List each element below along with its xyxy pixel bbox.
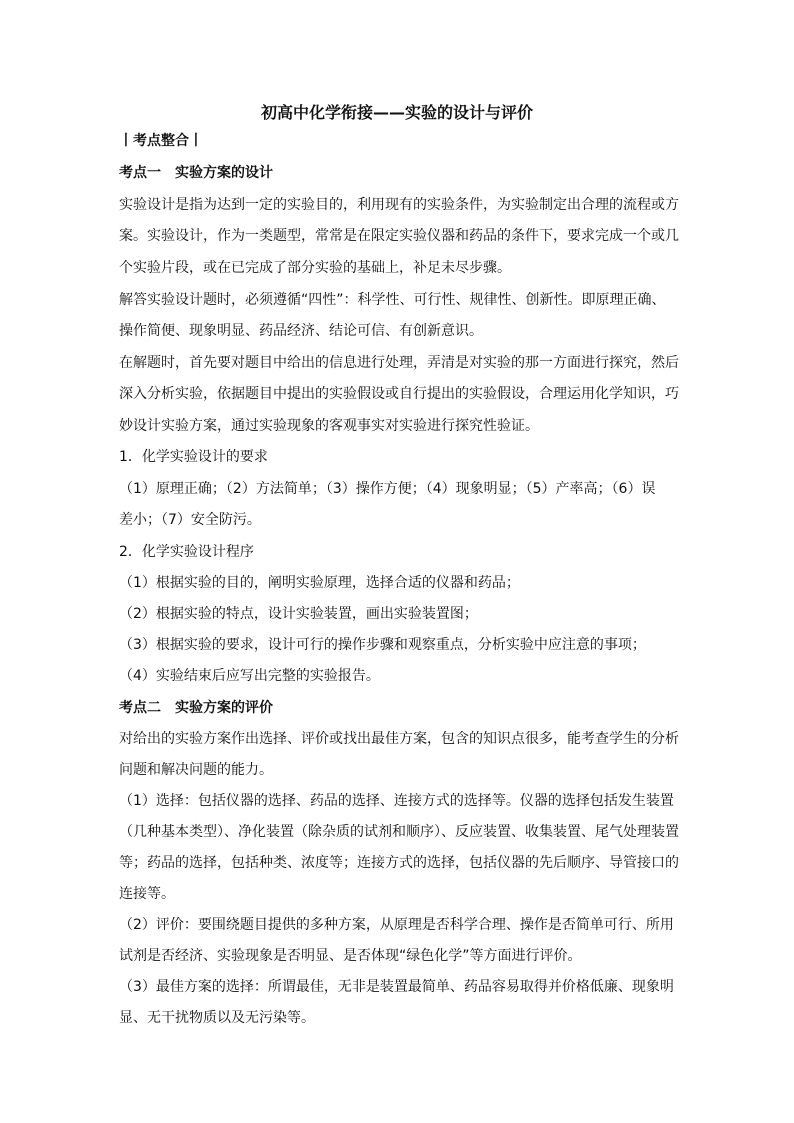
list-item: 差小；（7）安全防污。 <box>119 512 261 528</box>
paragraph-line: （3）最佳方案的选择：所谓最佳，无非是装置最简单、药品容易取得并价格低廉、现象明 <box>119 979 674 995</box>
paragraph-line: 妙设计实验方案，通过实验现象的客观事实对实验进行探究性验证。 <box>119 418 539 434</box>
topic1-heading: 考点一 实验方案的设计 <box>119 165 273 181</box>
paragraph-line: 在解题时，首先要对题目中给出的信息进行处理，弄清是对实验的那一方面进行探究，然后 <box>119 355 679 371</box>
paragraph-line: （1）选择：包括仪器的选择、药品的选择、连接方式的选择等。仪器的选择包括发生装置 <box>119 793 674 809</box>
paragraph-line: 操作简便、现象明显、药品经济、结论可信、有创新意识。 <box>119 323 483 339</box>
paragraph-line: 解答实验设计题时，必须遵循“四性”：科学性、可行性、规律性、创新性。即原理正确、 <box>119 292 666 308</box>
list-item: （3）根据实验的要求，设计可行的操作步骤和观察重点，分析实验中应注意的事项； <box>119 637 646 653</box>
paragraph-line: 问题和解决问题的能力。 <box>119 762 273 778</box>
paragraph-line: 连接等。 <box>119 886 175 902</box>
list-title: 2．化学实验设计程序 <box>119 544 254 560</box>
paragraph-line: （几种基本类型）、净化装置（除杂质的试剂和顺序）、反应装置、收集装置、尾气处理装置 <box>119 824 679 840</box>
document-title: 初高中化学衔接——实验的设计与评价 <box>260 103 533 122</box>
paragraph-line: 对给出的实验方案作出选择、评价或找出最佳方案，包含的知识点很多，能考查学生的分析 <box>119 731 679 747</box>
paragraph-line: 个实验片段，或在已完成了部分实验的基础上，补足未尽步骤。 <box>119 260 511 276</box>
list-title: 1．化学实验设计的要求 <box>119 449 268 465</box>
paragraph-line: 实验设计是指为达到一定的实验目的，利用现有的实验条件，为实验制定出合理的流程或方 <box>119 197 679 213</box>
paragraph-line: 显、无干扰物质以及无污染等。 <box>119 1010 315 1026</box>
paragraph-line: 深入分析实验，依据题目中提出的实验假设或自行提出的实验假设，合理运用化学知识，巧 <box>119 386 679 402</box>
paragraph-line: （2）评价：要围绕题目提供的多种方案，从原理是否科学合理、操作是否简单可行、所用 <box>119 917 674 933</box>
paragraph-line: 案。实验设计，作为一类题型，常常是在限定实验仪器和药品的条件下，要求完成一个或几 <box>119 228 679 244</box>
topic2-heading: 考点二 实验方案的评价 <box>119 700 273 716</box>
list-item: （2）根据实验的特点，设计实验装置，画出实验装置图； <box>119 606 478 622</box>
list-item: （4）实验结束后应写出完整的实验报告。 <box>119 668 380 684</box>
paragraph-line: 试剂是否经济、实验现象是否明显、是否体现“绿色化学”等方面进行评价。 <box>119 948 582 964</box>
list-item: （1）原理正确；（2）方法简单；（3）操作方便；（4）现象明显；（5）产率高；（6）误 <box>119 481 656 497</box>
section-marker: 丨考点整合丨 <box>119 133 203 149</box>
paragraph-line: 等；药品的选择，包括种类、浓度等；连接方式的选择，包括仪器的先后顺序、导管接口的 <box>119 855 679 871</box>
list-item: （1）根据实验的目的，阐明实验原理，选择合适的仪器和药品； <box>119 575 520 591</box>
